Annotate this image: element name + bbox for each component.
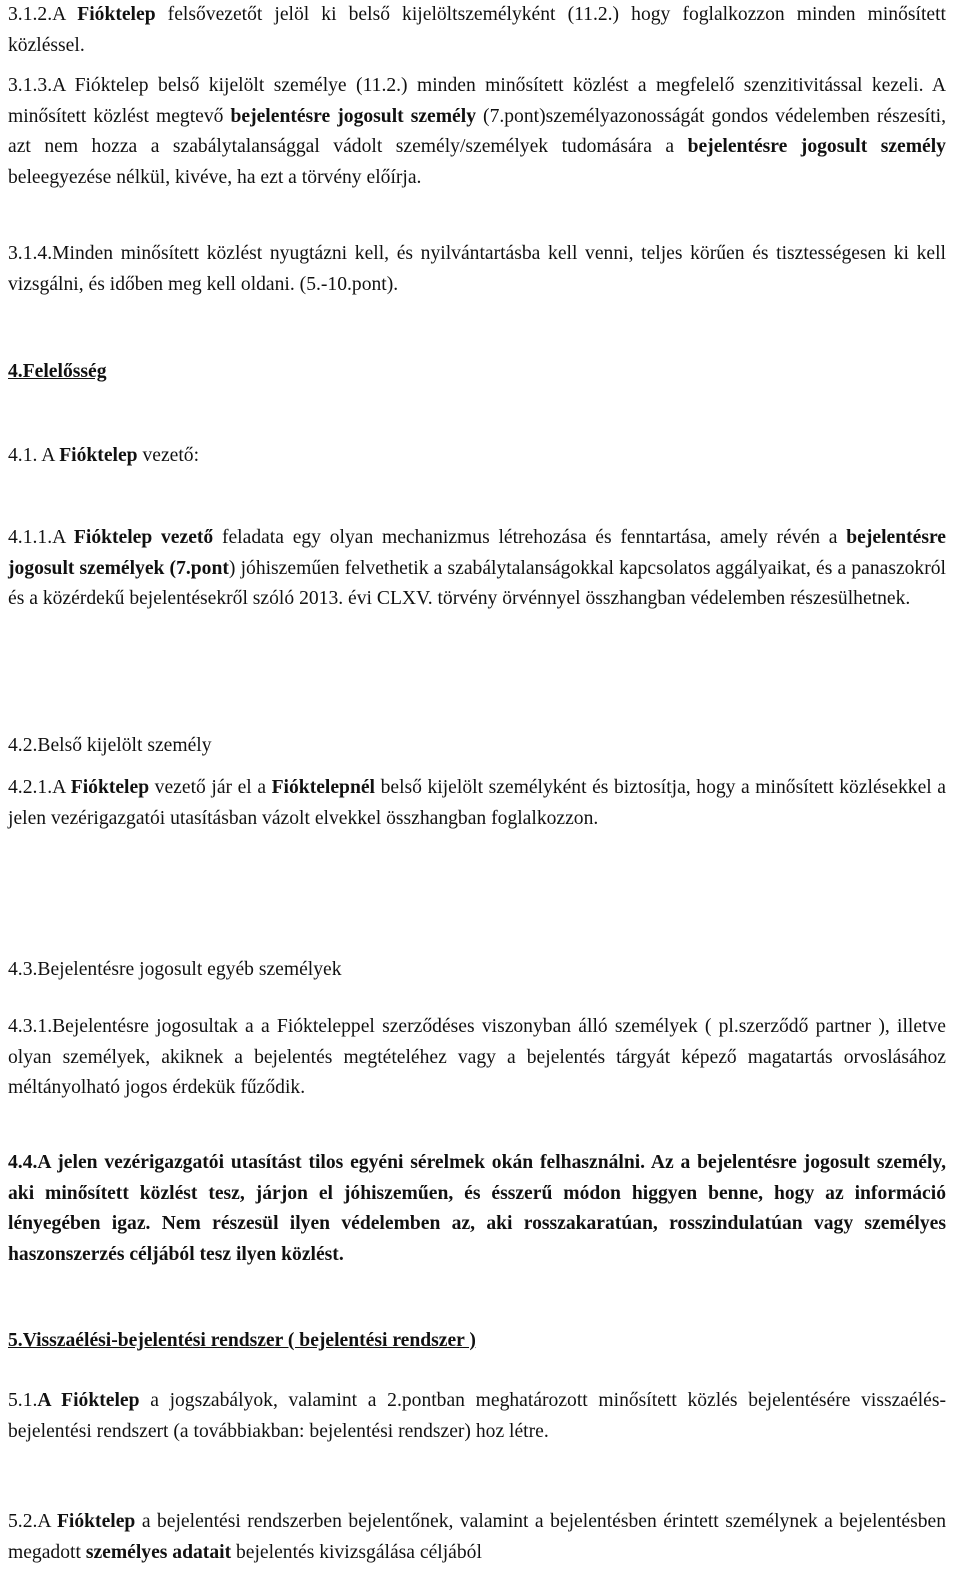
paragraph-text: (7.pont)személyazonosságát gondos védelemben részesíti, azt nem hozza a szabálytalansággal vádolt személy/személyek tudomására a <box>8 105 946 157</box>
paragraph-text: 4.2.1.A <box>8 777 71 798</box>
paragraph-text: ) jóhiszeműen felvethetik a szabálytalanságokkal kapcsolatos aggályaikat, és a panaszokról és a közérdekű bejelentésekről szóló 2013. évi CLXV. törvény örvénnyel összhangban védelemben részesülhetnek. <box>8 557 946 609</box>
subsection-heading-4-1: 4.1. A Fióktelep vezető: <box>8 445 200 466</box>
paragraph-4-3-1 <box>8 1012 946 1104</box>
bold-term: Fióktelep <box>59 445 138 466</box>
paragraph-text: 4.3.1.Bejelentésre jogosultak a a Fiókteleppel szerződéses viszonyban álló személyek ( pl.szerződő partner ), illetve olyan személyek, akiknek a bejelentés megtételéhez vagy a bejelentés tárgyát képező magatartás orvoslásához méltányolható jogos érdekük fűződik. <box>8 1016 946 1098</box>
subsection-title: 4.3.Bejelentésre jogosult egyéb személyek <box>8 959 342 980</box>
section-heading-4 <box>8 357 946 388</box>
bold-term: Fióktelepnél <box>271 777 375 798</box>
bold-term: Fióktelep <box>77 4 156 25</box>
paragraph-5-2 <box>8 1507 946 1568</box>
paragraph-text: a jogszabályok, valamint a 2.pontban meghatározott minősített közlés bejelentésére visszaélés-bejelentési rendszert (a továbbiakban: bejelentési rendszer) hoz létre. <box>8 1390 946 1442</box>
bold-term: bejelentésre jogosult személy <box>687 136 946 157</box>
paragraph-text: bejelentés kivizsgálása céljából <box>231 1541 482 1563</box>
section-heading-5 <box>8 1326 946 1357</box>
paragraph-text: felsővezetőt jelöl ki belső kijelöltszemélyként (11.2.) hogy foglalkozzon minden minősített közléssel. <box>8 4 946 56</box>
paragraph-3-1-3 <box>8 71 946 193</box>
paragraph-text: feladata egy olyan mechanizmus létrehozása és fenntartása, amely révén a <box>213 527 847 548</box>
subsection-heading-4-2 <box>8 731 946 762</box>
bold-term: személyes adatait <box>85 1541 232 1563</box>
paragraph-4-4 <box>8 1148 946 1270</box>
paragraph-text: 3.1.4.Minden minősített közlést nyugtázni kell, és nyilvántartásba kell venni, teljes körűen és tisztességesen ki kell vizsgálni, és időben meg kell oldani. (5.-10.pont). <box>8 243 946 295</box>
paragraph-text: 4.1.1.A <box>8 527 74 548</box>
paragraph-text: a bejelentési rendszerben bejelentőnek, valamint a bejelentésben érintett személynek a bejelentésben megadott <box>8 1511 946 1563</box>
bold-term: Fióktelep vezető <box>73 527 214 548</box>
paragraph-3-1-2 <box>8 0 946 61</box>
bold-term: bejelentésre jogosult személy <box>230 105 476 127</box>
paragraph-text: vezető jár el a <box>149 777 272 798</box>
paragraph-4-2-1 <box>8 773 946 834</box>
paragraph-3-1-4 <box>8 239 946 300</box>
paragraph-text: 4.4.A jelen vezérigazgatói utasítást tilos egyéni sérelmek okán felhasználni. Az a bejelentésre jogosult személy, aki minősített közlést tesz, járjon el jóhiszeműen, és ésszerű módon higgyen benne, hogy az információ lényegében igaz. Nem részesül ilyen védelemben az, aki rosszakaratúan, rosszindulatúan vagy személyes haszonszerzés céljából tesz ilyen közlést. <box>8 1152 946 1265</box>
bold-term: Fióktelep <box>70 777 150 798</box>
bold-term: A Fióktelep <box>37 1390 140 1411</box>
section-title: 5.Visszaélési-bejelentési rendszer ( bejelentési rendszer ) <box>8 1330 476 1351</box>
paragraph-text: 3.1.3.A Fióktelep belső kijelölt személye (11.2.) minden minősített közlést a megfelelő szenzitivitással kezeli. A minősített közlést megtevő <box>8 75 946 127</box>
paragraph-5-1 <box>8 1386 946 1447</box>
paragraph-text: 5.2.A <box>8 1511 57 1532</box>
paragraph-4-1-1 <box>8 523 946 615</box>
paragraph-text: 5.1. <box>8 1390 38 1411</box>
bold-term: bejelentésre jogosult személyek (7.pont <box>8 527 946 579</box>
subsection-heading-4-3 <box>8 955 946 986</box>
paragraph-text: beleegyezése nélkül, kivéve, ha ezt a törvény előírja. <box>8 166 422 188</box>
paragraph-text: belső kijelölt személyként és biztosítja, hogy a minősített közlésekkel a jelen vezérigazgatói utasításban vázolt elvekkel összhangban foglalkozzon. <box>8 777 946 829</box>
section-title: 4.Felelősség <box>8 361 107 382</box>
bold-term: Fióktelep <box>56 1511 136 1532</box>
subsection-title: 4.2.Belső kijelölt személy <box>8 735 212 756</box>
paragraph-number: 3.1.2.A <box>8 4 78 25</box>
